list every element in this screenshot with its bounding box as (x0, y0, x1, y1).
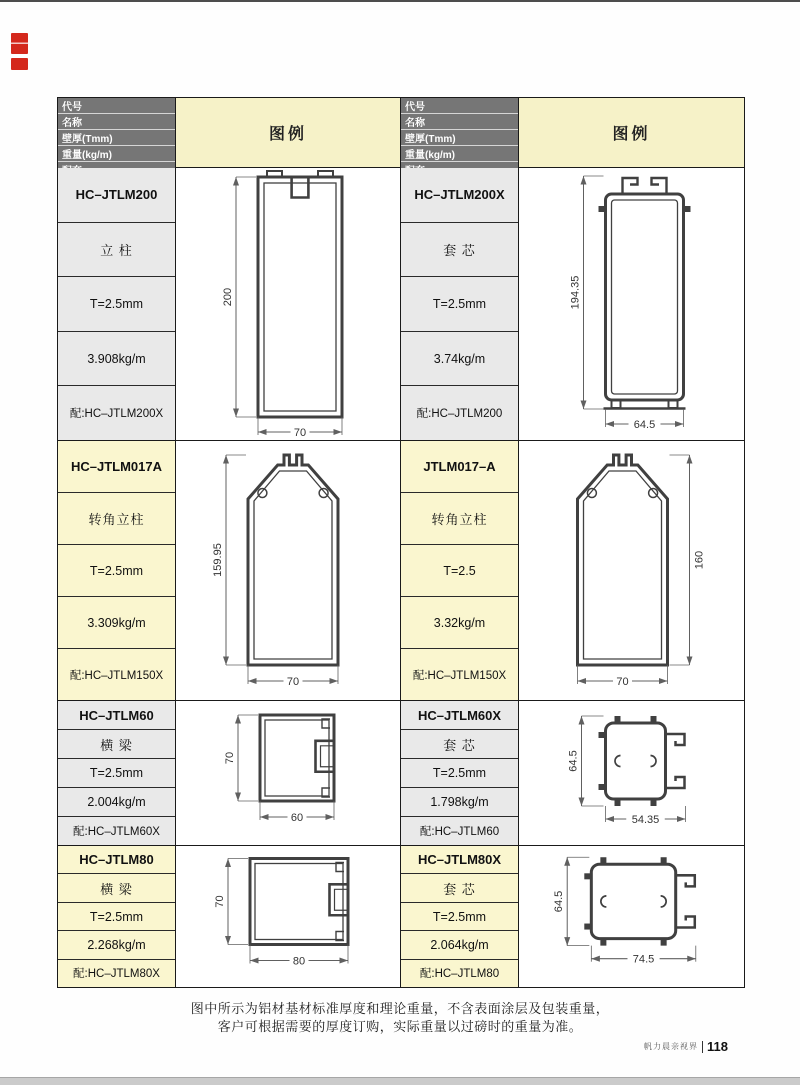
profile-diagram-cell (176, 168, 401, 441)
profile-weight: 3.309kg/m (58, 597, 175, 649)
profile-weight: 3.74kg/m (401, 332, 518, 387)
profile-spec-cell (58, 846, 176, 987)
svg-text:64.5: 64.5 (633, 418, 656, 431)
profile-diagram-cell (176, 701, 401, 846)
profile-match: 配:HC–JTLM200 (416, 408, 503, 421)
profile-weight: 3.908kg/m (58, 332, 175, 387)
profile-cross-section-drawing (176, 441, 400, 700)
profile-name: 转角立柱 (58, 493, 175, 545)
profile-thickness: T=2.5mm (401, 759, 518, 788)
profile-thickness: T=2.5mm (58, 277, 175, 332)
profile-cross-section-drawing (176, 846, 400, 987)
profile-name: 套 芯 (401, 874, 518, 902)
profile-name: 转角立柱 (401, 493, 518, 545)
header-label-thickness: 壁厚(Tmm) (401, 130, 518, 146)
svg-text:70: 70 (224, 751, 236, 765)
legend-title: 图例 (268, 126, 307, 143)
header-label-thickness: 壁厚(Tmm) (58, 130, 175, 146)
svg-text:64.5: 64.5 (567, 750, 580, 772)
profile-cross-section-drawing (176, 701, 400, 845)
profile-match: 配:HC–JTLM60 (419, 826, 500, 838)
red-stamp-1 (11, 33, 28, 54)
catalog-table (57, 97, 745, 988)
profile-weight: 2.268kg/m (58, 931, 175, 959)
profile-diagram-cell (519, 846, 744, 987)
svg-text:194.35: 194.35 (569, 275, 582, 310)
header-label-name: 名称 (401, 114, 518, 130)
profile-cross-section-drawing (519, 168, 744, 440)
profile-spec-cell (58, 441, 176, 701)
svg-text:74.5: 74.5 (632, 953, 655, 966)
brand-separator (702, 1041, 703, 1053)
header-label-weight: 重量(kg/m) (401, 146, 518, 162)
profile-weight: 2.004kg/m (58, 788, 175, 817)
profile-code: HC–JTLM017A (58, 441, 175, 493)
profile-code: HC–JTLM200 (58, 168, 175, 223)
profile-diagram-cell (519, 441, 744, 701)
profile-name: 横 梁 (58, 730, 175, 759)
profile-diagram-cell (176, 441, 401, 701)
svg-text:160: 160 (693, 550, 706, 570)
top-rule (0, 0, 800, 2)
svg-text:64.5: 64.5 (553, 890, 566, 913)
profile-code: HC–JTLM80X (401, 846, 518, 874)
profile-name: 横 梁 (58, 874, 175, 902)
header-field-labels-left (58, 98, 176, 168)
profile-spec-cell (58, 701, 176, 846)
profile-code: JTLM017–A (401, 441, 518, 493)
profile-cross-section-drawing (176, 168, 400, 440)
svg-text:159.95: 159.95 (212, 543, 224, 577)
profile-diagram-cell (176, 846, 401, 987)
svg-text:60: 60 (290, 811, 304, 824)
profile-weight: 1.798kg/m (401, 788, 518, 817)
svg-text:70: 70 (286, 675, 300, 688)
profile-thickness: T=2.5mm (401, 277, 518, 332)
profile-thickness: T=2.5 (401, 545, 518, 597)
profile-cross-section-drawing (519, 846, 744, 987)
footer-note-line2: 客户可根据需要的厚度订购，实际重量以过磅时的重量为准。 (217, 1019, 583, 1034)
profile-match: 配:HC–JTLM150X (69, 669, 164, 682)
profile-thickness: T=2.5mm (401, 903, 518, 931)
page-footer-brand (644, 1039, 728, 1054)
profile-code: HC–JTLM60X (401, 701, 518, 730)
profile-spec-cell (401, 168, 519, 441)
profile-name: 立 柱 (58, 223, 175, 278)
header-label-code: 代号 (58, 98, 175, 114)
brand-text: 帆力晨亲视界 (644, 1042, 699, 1051)
svg-text:54.35: 54.35 (631, 813, 660, 826)
profile-name: 套 芯 (401, 730, 518, 759)
profile-match: 配:HC–JTLM80 (419, 968, 500, 981)
profile-diagram-cell (519, 168, 744, 441)
header-label-weight: 重量(kg/m) (58, 146, 175, 162)
profile-spec-cell (401, 846, 519, 987)
header-label-name: 名称 (58, 114, 175, 130)
svg-text:70: 70 (214, 895, 226, 908)
profile-code: HC–JTLM80 (58, 846, 175, 874)
profile-diagram-cell (519, 701, 744, 846)
profile-cross-section-drawing (519, 701, 744, 845)
page-number: 118 (707, 1039, 728, 1054)
svg-text:70: 70 (616, 675, 629, 688)
legend-title: 图例 (612, 126, 651, 143)
svg-text:70: 70 (293, 426, 307, 439)
profile-weight: 2.064kg/m (401, 931, 518, 959)
header-legend-left (176, 98, 401, 168)
profile-code: HC–JTLM200X (401, 168, 518, 223)
header-legend-right (519, 98, 744, 168)
profile-match: 配:HC–JTLM200X (69, 408, 164, 421)
profile-thickness: T=2.5mm (58, 903, 175, 931)
profile-thickness: T=2.5mm (58, 545, 175, 597)
red-stamp-2 (11, 58, 28, 70)
bottom-strip (0, 1077, 800, 1085)
profile-match: 配:HC–JTLM80X (73, 968, 160, 981)
svg-text:200: 200 (222, 287, 234, 307)
profile-match: 配:HC–JTLM60X (73, 826, 160, 838)
header-label-code: 代号 (401, 98, 518, 114)
profile-spec-cell (401, 441, 519, 701)
profile-spec-cell (58, 168, 176, 441)
profile-cross-section-drawing (519, 441, 744, 700)
svg-text:80: 80 (292, 955, 306, 968)
profile-thickness: T=2.5mm (58, 759, 175, 788)
header-field-labels-right (401, 98, 519, 168)
profile-spec-cell (401, 701, 519, 846)
profile-name: 套 芯 (401, 223, 518, 278)
profile-weight: 3.32kg/m (401, 597, 518, 649)
footer-note-line1: 图中所示为铝材基材标准厚度和理论重量，不含表面涂层及包装重量， (190, 1001, 610, 1016)
profile-code: HC–JTLM60 (58, 701, 175, 730)
profile-match: 配:HC–JTLM150X (412, 669, 507, 682)
